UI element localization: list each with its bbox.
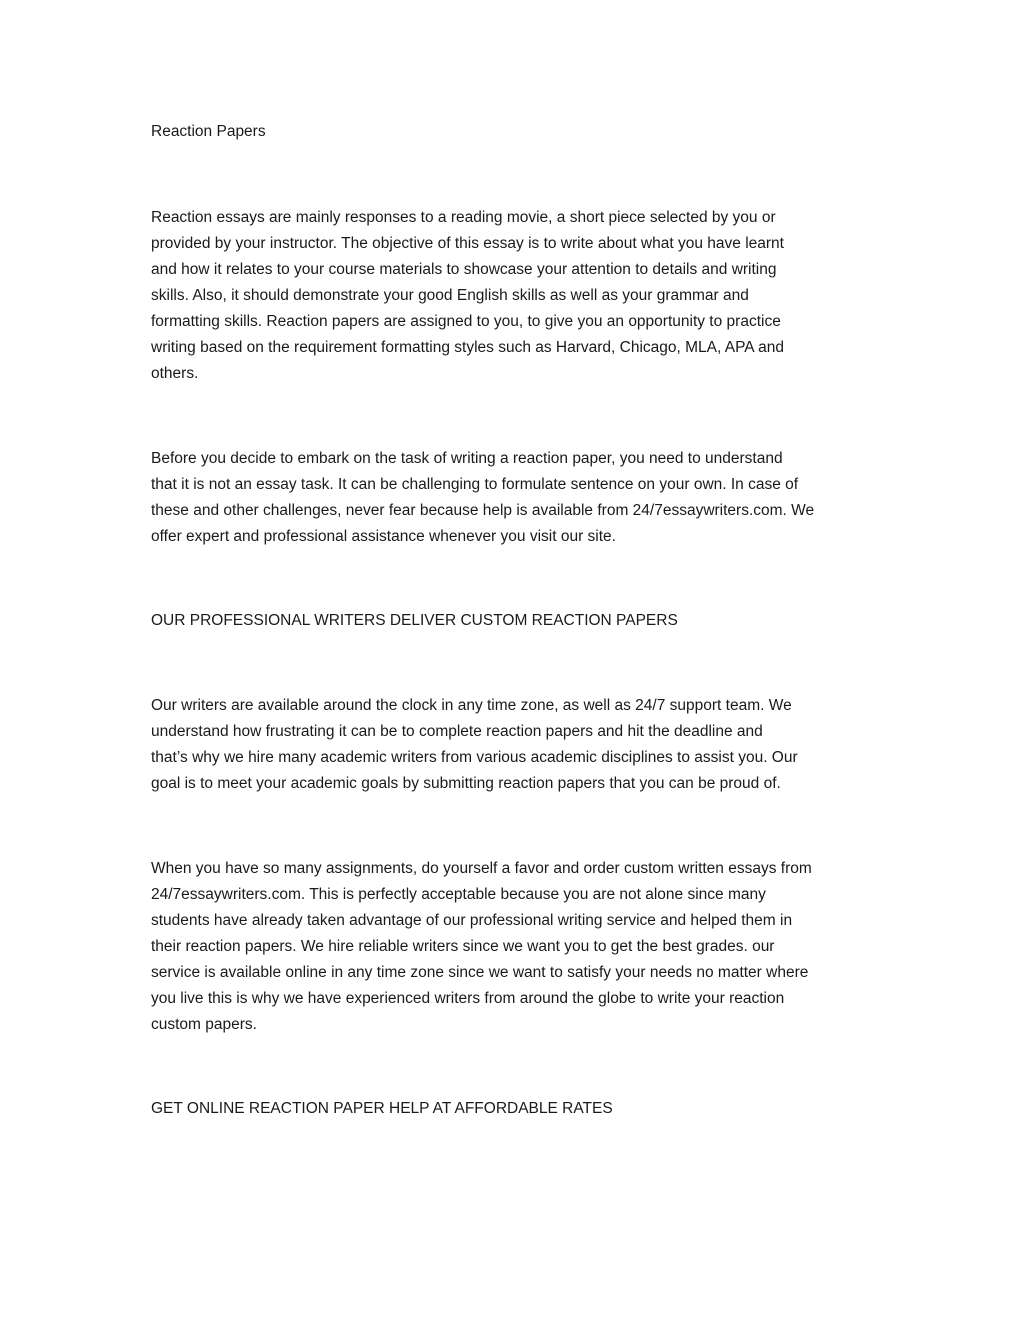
paragraph-line: understand how frustrating it can be to complete reaction papers and hit the deadline and	[151, 723, 763, 740]
paragraph-line: writing based on the requirement formatting styles such as Harvard, Chicago, MLA, APA and	[151, 339, 784, 356]
paragraph-assignments	[151, 856, 876, 1038]
paragraph-line: When you have so many assignments, do yourself a favor and order custom written essays from	[151, 860, 812, 877]
paragraph-line: 24/7essaywriters.com. This is perfectly acceptable because you are not alone since many	[151, 886, 766, 903]
paragraph-line: their reaction papers. We hire reliable writers since we want you to get the best grades. our	[151, 938, 775, 955]
paragraph-line: and how it relates to your course materials to showcase your attention to details and writing	[151, 261, 777, 278]
paragraph-line: custom papers.	[151, 1016, 257, 1033]
paragraph-line: skills. Also, it should demonstrate your good English skills as well as your grammar and	[151, 287, 749, 304]
paragraph-before-you-decide	[151, 446, 876, 550]
paragraph-line: others.	[151, 365, 199, 382]
paragraph-intro	[151, 205, 876, 387]
section-heading-affordable: GET ONLINE REACTION PAPER HELP AT AFFORDABLE RATES	[151, 1100, 613, 1117]
paragraph-line: Our writers are available around the clock in any time zone, as well as 24/7 support team. We	[151, 697, 792, 714]
paragraph-line: offer expert and professional assistance whenever you visit our site.	[151, 528, 616, 545]
paragraph-line: goal is to meet your academic goals by submitting reaction papers that you can be proud of.	[151, 775, 781, 792]
paragraph-line: Before you decide to embark on the task of writing a reaction paper, you need to understand	[151, 450, 783, 467]
paragraph-line: formatting skills. Reaction papers are assigned to you, to give you an opportunity to practice	[151, 313, 781, 330]
paragraph-writers-available	[151, 693, 876, 797]
section-heading-writers: OUR PROFESSIONAL WRITERS DELIVER CUSTOM REACTION PAPERS	[151, 612, 678, 629]
paragraph-line: students have already taken advantage of our professional writing service and helped them in	[151, 912, 793, 929]
paragraph-line: provided by your instructor. The objective of this essay is to write about what you have learnt	[151, 235, 784, 252]
paragraph-line: you live this is why we have experienced writers from around the globe to write your reaction	[151, 990, 785, 1007]
document-title: Reaction Papers	[151, 123, 266, 140]
paragraph-line: service is available online in any time zone since we want to satisfy your needs no matter where	[151, 964, 809, 981]
paragraph-line: that it is not an essay task. It can be challenging to formulate sentence on your own. In case of	[151, 476, 799, 493]
paragraph-line: Reaction essays are mainly responses to a reading movie, a short piece selected by you or	[151, 209, 776, 226]
paragraph-line: that’s why we hire many academic writers from various academic disciplines to assist you. Our	[151, 749, 798, 766]
paragraph-line: these and other challenges, never fear because help is available from 24/7essaywriters.com. We	[151, 502, 815, 519]
